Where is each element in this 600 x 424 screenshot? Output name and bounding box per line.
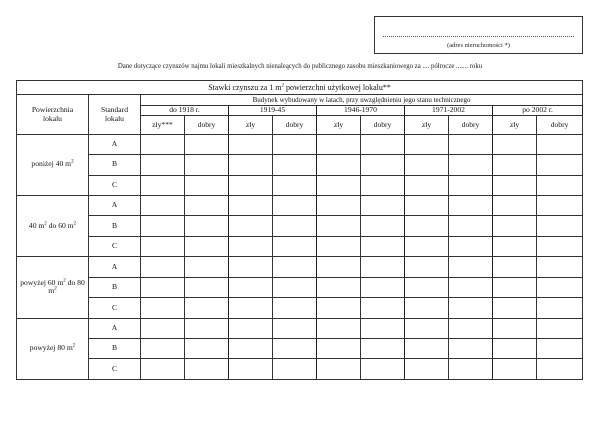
table-title: Stawki czynszu za 1 $m^2$ powierzchni użytkowej lokalu** <box>17 81 583 95</box>
area-label: 40 $m^2$ do 60 $m^2$ <box>17 195 89 256</box>
rate-input-cell[interactable] <box>537 277 583 297</box>
rate-input-cell[interactable] <box>185 359 229 380</box>
rate-input-cell[interactable] <box>361 318 405 338</box>
condition-header: zły <box>317 116 361 135</box>
rent-rates-table <box>16 80 583 380</box>
rate-input-cell[interactable] <box>273 359 317 380</box>
period-header: do 1918 r. <box>141 105 229 115</box>
rate-input-cell[interactable] <box>317 155 361 175</box>
rate-input-cell[interactable] <box>317 277 361 297</box>
rate-input-cell[interactable] <box>141 257 185 277</box>
rate-input-cell[interactable] <box>141 175 185 195</box>
rate-input-cell[interactable] <box>405 236 449 256</box>
period-header: po 2002 r. <box>493 105 583 115</box>
table-row <box>17 155 583 175</box>
table-row <box>17 236 583 256</box>
rate-input-cell[interactable] <box>405 318 449 338</box>
table-row <box>17 195 583 215</box>
address-box <box>374 16 583 54</box>
rate-input-cell[interactable] <box>229 175 273 195</box>
rate-input-cell[interactable] <box>273 318 317 338</box>
condition-header: dobry <box>361 116 405 135</box>
rate-input-cell[interactable] <box>229 216 273 236</box>
rate-input-cell[interactable] <box>449 155 493 175</box>
rate-input-cell[interactable] <box>493 236 537 256</box>
rate-input-cell[interactable] <box>185 298 229 318</box>
table-row <box>17 318 583 338</box>
rate-input-cell[interactable] <box>361 155 405 175</box>
period-header: 1971-2002 <box>405 105 493 115</box>
rate-input-cell[interactable] <box>361 298 405 318</box>
rate-input-cell[interactable] <box>449 277 493 297</box>
rate-input-cell[interactable] <box>229 257 273 277</box>
rate-input-cell[interactable] <box>141 298 185 318</box>
rate-input-cell[interactable] <box>537 298 583 318</box>
rate-input-cell[interactable] <box>361 175 405 195</box>
condition-header: dobry <box>449 116 493 135</box>
rate-input-cell[interactable] <box>405 134 449 154</box>
rate-input-cell[interactable] <box>449 195 493 215</box>
rate-input-cell[interactable] <box>405 298 449 318</box>
table-row <box>17 339 583 359</box>
rate-input-cell[interactable] <box>405 359 449 380</box>
rate-input-cell[interactable] <box>493 257 537 277</box>
rate-input-cell[interactable] <box>141 195 185 215</box>
rate-input-cell[interactable] <box>449 298 493 318</box>
rate-input-cell[interactable] <box>537 175 583 195</box>
rate-input-cell[interactable] <box>185 195 229 215</box>
rate-input-cell[interactable] <box>361 195 405 215</box>
rate-input-cell[interactable] <box>493 175 537 195</box>
address-dotted-line <box>383 36 574 37</box>
rate-input-cell[interactable] <box>493 155 537 175</box>
rate-input-cell[interactable] <box>361 359 405 380</box>
rate-input-cell[interactable] <box>229 236 273 256</box>
rate-input-cell[interactable] <box>229 339 273 359</box>
rate-input-cell[interactable] <box>141 339 185 359</box>
rate-input-cell[interactable] <box>537 216 583 236</box>
rate-input-cell[interactable] <box>361 257 405 277</box>
rate-input-cell[interactable] <box>185 257 229 277</box>
condition-header: zły <box>229 116 273 135</box>
rate-input-cell[interactable] <box>317 134 361 154</box>
condition-header: zły*** <box>141 116 185 135</box>
period-header: 1919-45 <box>229 105 317 115</box>
standard-label: B <box>89 155 141 175</box>
column-header-area: Powierzchnia lokalu <box>17 95 89 134</box>
condition-header: zły <box>493 116 537 135</box>
rate-input-cell[interactable] <box>141 236 185 256</box>
rate-input-cell[interactable] <box>185 216 229 236</box>
rate-input-cell[interactable] <box>537 236 583 256</box>
rate-input-cell[interactable] <box>185 155 229 175</box>
rate-input-cell[interactable] <box>273 216 317 236</box>
rate-input-cell[interactable] <box>405 216 449 236</box>
rate-input-cell[interactable] <box>449 257 493 277</box>
rate-input-cell[interactable] <box>273 175 317 195</box>
rate-input-cell[interactable] <box>229 134 273 154</box>
area-label: powyżej 80 $m^2$ <box>17 318 89 379</box>
standard-label: A <box>89 318 141 338</box>
rate-input-cell[interactable] <box>405 195 449 215</box>
rate-input-cell[interactable] <box>449 359 493 380</box>
rate-input-cell[interactable] <box>229 195 273 215</box>
table-row <box>17 175 583 195</box>
rate-input-cell[interactable] <box>273 257 317 277</box>
rate-input-cell[interactable] <box>361 236 405 256</box>
standard-label: A <box>89 195 141 215</box>
rate-input-cell[interactable] <box>229 318 273 338</box>
rate-input-cell[interactable] <box>537 339 583 359</box>
rate-input-cell[interactable] <box>185 175 229 195</box>
standard-label: B <box>89 277 141 297</box>
table-row <box>17 216 583 236</box>
rate-input-cell[interactable] <box>449 236 493 256</box>
rate-input-cell[interactable] <box>229 277 273 297</box>
rate-input-cell[interactable] <box>141 318 185 338</box>
rate-input-cell[interactable] <box>317 257 361 277</box>
rate-input-cell[interactable] <box>273 298 317 318</box>
address-caption: (adres nieruchomości *) <box>447 42 510 49</box>
rate-input-cell[interactable] <box>317 318 361 338</box>
rate-input-cell[interactable] <box>405 175 449 195</box>
rate-input-cell[interactable] <box>449 318 493 338</box>
standard-label: B <box>89 339 141 359</box>
rate-input-cell[interactable] <box>185 236 229 256</box>
table-row <box>17 359 583 380</box>
rate-input-cell[interactable] <box>493 359 537 380</box>
standard-label: A <box>89 257 141 277</box>
rate-input-cell[interactable] <box>317 216 361 236</box>
rate-input-cell[interactable] <box>537 257 583 277</box>
area-label: poniżej 40 $m^2$ <box>17 134 89 195</box>
rate-input-cell[interactable] <box>405 277 449 297</box>
rate-input-cell[interactable] <box>449 216 493 236</box>
rate-input-cell[interactable] <box>317 298 361 318</box>
rate-input-cell[interactable] <box>141 359 185 380</box>
rate-input-cell[interactable] <box>229 155 273 175</box>
rate-input-cell[interactable] <box>493 339 537 359</box>
rate-input-cell[interactable] <box>361 134 405 154</box>
condition-header: dobry <box>273 116 317 135</box>
rate-input-cell[interactable] <box>361 277 405 297</box>
rate-input-cell[interactable] <box>537 195 583 215</box>
intro-text: Dane dotyczące czynszów najmu lokali mieszkalnych nienaleących do publicznego zasobu mieszkaniowego za .... półrocze ....... roku <box>117 63 483 70</box>
rate-input-cell[interactable] <box>449 175 493 195</box>
condition-header: dobry <box>185 116 229 135</box>
rate-input-cell[interactable] <box>493 277 537 297</box>
rate-input-cell[interactable] <box>537 155 583 175</box>
rate-input-cell[interactable] <box>537 318 583 338</box>
rate-input-cell[interactable] <box>141 134 185 154</box>
standard-label: C <box>89 236 141 256</box>
standard-label: A <box>89 134 141 154</box>
rate-input-cell[interactable] <box>229 359 273 380</box>
rate-input-cell[interactable] <box>317 195 361 215</box>
rate-input-cell[interactable] <box>493 195 537 215</box>
rate-input-cell[interactable] <box>273 277 317 297</box>
standard-label: C <box>89 359 141 380</box>
table-row <box>17 257 583 277</box>
rate-input-cell[interactable] <box>185 339 229 359</box>
rate-input-cell[interactable] <box>493 318 537 338</box>
rate-input-cell[interactable] <box>361 339 405 359</box>
standard-label: C <box>89 298 141 318</box>
rate-input-cell[interactable] <box>361 216 405 236</box>
standard-label: C <box>89 175 141 195</box>
table-row <box>17 277 583 297</box>
table-row <box>17 298 583 318</box>
rate-input-cell[interactable] <box>317 339 361 359</box>
condition-header: zły <box>405 116 449 135</box>
rate-input-cell[interactable] <box>273 339 317 359</box>
building-years-header: Budynek wybudowany w latach, przy uwzględnieniu jego stanu technicznego <box>141 95 583 105</box>
rate-input-cell[interactable] <box>317 236 361 256</box>
rate-input-cell[interactable] <box>537 359 583 380</box>
rate-input-cell[interactable] <box>141 155 185 175</box>
rate-input-cell[interactable] <box>493 298 537 318</box>
rate-input-cell[interactable] <box>229 298 273 318</box>
rate-input-cell[interactable] <box>317 175 361 195</box>
condition-header: dobry <box>537 116 583 135</box>
rate-input-cell[interactable] <box>493 134 537 154</box>
table-row <box>17 134 583 154</box>
rate-input-cell[interactable] <box>405 257 449 277</box>
rate-input-cell[interactable] <box>449 134 493 154</box>
rate-input-cell[interactable] <box>317 359 361 380</box>
rate-input-cell[interactable] <box>493 216 537 236</box>
column-header-standard: Standard lokalu <box>89 95 141 134</box>
area-label: powyżej 60 $m^2$ do 80 $m^2$ <box>17 257 89 318</box>
rate-input-cell[interactable] <box>537 134 583 154</box>
rate-input-cell[interactable] <box>273 134 317 154</box>
rate-input-cell[interactable] <box>141 277 185 297</box>
rate-input-cell[interactable] <box>185 318 229 338</box>
rate-input-cell[interactable] <box>405 339 449 359</box>
period-header: 1946-1970 <box>317 105 405 115</box>
rate-input-cell[interactable] <box>405 155 449 175</box>
rate-input-cell[interactable] <box>273 236 317 256</box>
rate-input-cell[interactable] <box>141 216 185 236</box>
rate-input-cell[interactable] <box>273 155 317 175</box>
standard-label: B <box>89 216 141 236</box>
rate-input-cell[interactable] <box>449 339 493 359</box>
rate-input-cell[interactable] <box>273 195 317 215</box>
rate-input-cell[interactable] <box>185 277 229 297</box>
rate-input-cell[interactable] <box>185 134 229 154</box>
